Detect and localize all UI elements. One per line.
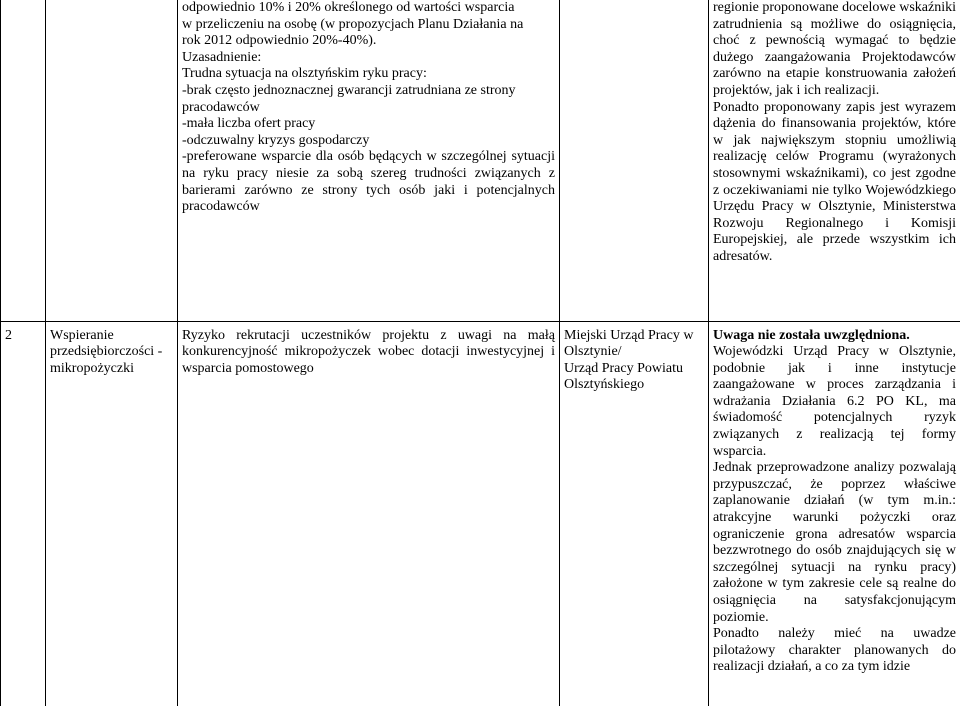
response-paragraph: Wojewódzki Urząd Pracy w Olsztynie, podobnie jak i inne instytucje zaangażowane w proces zarządzania i wdrażania Działania 6.2 PO KL, ma świadomość potencjalnych ryzyk związanych z realizacją tej formy wsparcia.	[713, 344, 956, 459]
row-number-cell	[1, 321, 46, 706]
description-line: odpowiednio 10% i 20% określonego od wartości wsparcia	[182, 0, 515, 15]
description-cell	[178, 321, 560, 706]
row-number-cell	[1, 0, 46, 321]
description-paragraph: Ryzyko rekrutacji uczestników projektu z uwagi na małą konkurencyjność mikropożyczek wobec dotacji inwestycyjnej i wsparcia pomostowego	[182, 327, 555, 376]
area-line: Wspieranie	[50, 327, 114, 343]
response-paragraph: Ponadto należy mieć na uwadze pilotażowy charakter planowanych do realizacji działań, a co za tym idzie	[713, 626, 956, 675]
area-line: mikropożyczki	[50, 360, 134, 376]
table-row	[1, 0, 960, 321]
table-row	[1, 321, 960, 706]
description-line: -brak często jednoznacznej gwarancji zatrudniana ze strony	[182, 82, 516, 98]
institution-line: Olsztyńskiego	[564, 377, 645, 393]
response-title: Uwaga nie została uwzględniona.	[713, 327, 910, 343]
description-line: -odczuwalny kryzys gospodarczy	[182, 132, 370, 148]
response-paragraph: Ponadto proponowany zapis jest wyrazem dążenia do finansowania projektów, które w jak największym stopniu umożliwią realizację celów Programu (wyrażonych stosownymi wskaźnikami), co jest zgodne z oczekiwaniami nie tylko Wojewódzkiego Urzędu Pracy w Olsztynie, Ministerstwa Rozwoju Regionalnego i Komisji Europejskiej, ale przede wszystkim ich adresatów.	[713, 99, 956, 264]
description-line: rok 2012 odpowiednio 20%-40%).	[182, 33, 377, 49]
description-line: Uzasadnienie:	[182, 49, 262, 65]
institution-line: Urząd Pracy Powiatu	[564, 360, 683, 376]
description-line: pracodawców	[182, 99, 260, 115]
row-number: 2	[5, 327, 12, 343]
area-line: przedsiębiorczości -	[50, 344, 163, 360]
institution-cell	[560, 0, 709, 321]
description-cell	[178, 0, 560, 321]
area-cell	[46, 0, 178, 321]
response-cell	[709, 321, 960, 706]
response-cell	[709, 0, 960, 321]
description-line: Trudna sytuacja na olsztyńskim ryku pracy:	[182, 66, 427, 82]
institution-line: Olsztynie/	[564, 344, 622, 360]
description-paragraph: -preferowane wsparcie dla osób będących w szczególnej sytuacji na ryku pracy niesie za sobą szereg trudności związanych z barierami zarówno ze strony tych osób jaki i potencjalnych pracodawców	[182, 149, 555, 215]
institution-line: Miejski Urząd Pracy w	[564, 327, 694, 343]
response-paragraph: Jednak przeprowadzone analizy pozwalają przypuszczać, że poprzez właściwe zaplanowanie działań (w tym m.in.: atrakcyjne warunki pożyczki oraz ograniczenie grona adresatów wsparcia bezzwrotnego do osób znajdujących się w szczególnej sytuacji na rynku pracy) założone w tym zakresie cele są realne do osiągnięcia na satysfakcjonującym poziomie.	[713, 460, 956, 625]
response-paragraph: regionie proponowane docelowe wskaźniki zatrudnienia są możliwe do osiągnięcia, choć z pewnością wymagać to będzie dużego zaangażowania Projektodawców zarówno na etapie konstruowania założeń projektów, jak i ich realizacji.	[713, 0, 956, 98]
description-line: -mała liczba ofert pracy	[182, 116, 316, 132]
description-line: w przeliczeniu na osobę (w propozycjach Planu Działania na	[182, 16, 524, 32]
area-cell	[46, 321, 178, 706]
institution-cell	[560, 321, 709, 706]
